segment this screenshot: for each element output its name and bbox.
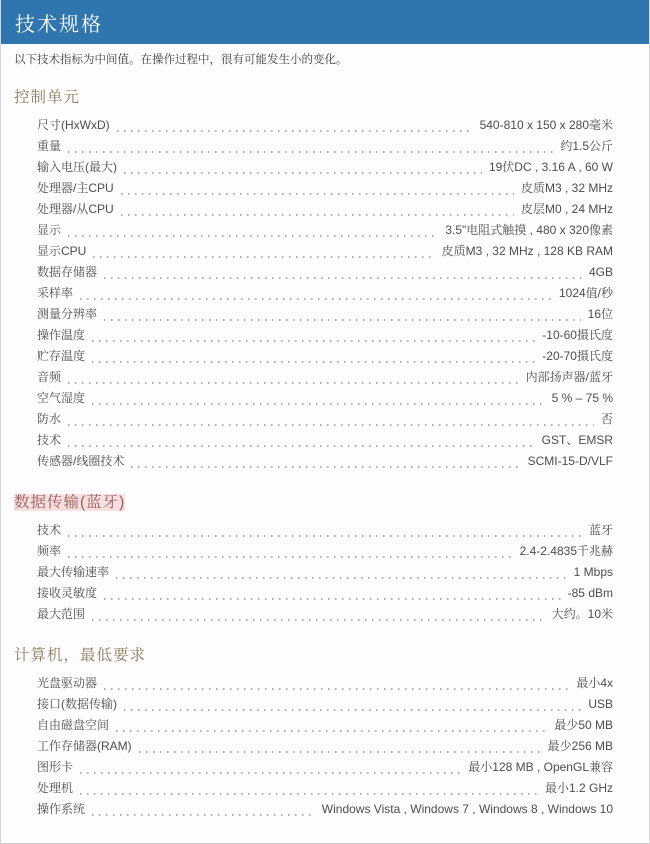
spec-label: 频率 <box>37 544 62 558</box>
spec-row <box>1 542 649 563</box>
spec-value: 皮质M3 , 32 MHz <box>520 181 613 195</box>
spec-label: 防水 <box>37 412 62 426</box>
spec-row <box>1 326 649 347</box>
spec-value: 内部扬声器/蓝牙 <box>525 370 613 384</box>
spec-value: 约1.5公斤 <box>560 139 613 153</box>
spec-value: SCMI-15-D/VLF <box>527 454 613 468</box>
spec-label: 输入电压(最大) <box>37 160 117 174</box>
intro-note: 以下技术指标为中间值。在操作过程中，很有可能发生小的变化。 <box>14 54 348 66</box>
dot-leader <box>131 466 520 468</box>
dot-leader <box>92 619 545 621</box>
spec-row <box>1 410 649 431</box>
spec-row <box>1 137 649 158</box>
spec-row <box>1 758 649 779</box>
spec-section <box>1 643 649 821</box>
spec-row <box>1 431 649 452</box>
dot-leader <box>104 319 581 321</box>
spec-row <box>1 389 649 410</box>
spec-value: 蓝牙 <box>588 523 613 537</box>
spec-row <box>1 521 649 542</box>
spec-value: 4GB <box>588 265 613 279</box>
dot-leader <box>68 556 513 558</box>
spec-row <box>1 716 649 737</box>
spec-value: 最少256 MB <box>547 739 613 753</box>
dot-leader <box>92 340 535 342</box>
spec-section <box>1 490 649 626</box>
dot-leader <box>121 214 514 216</box>
spec-label: 处理器/主CPU <box>37 181 114 195</box>
spec-value: 3.5"电阻式触摸 , 480 x 320像素 <box>445 223 613 237</box>
sections <box>1 85 649 821</box>
dot-leader <box>104 688 569 690</box>
spec-label: 处理机 <box>37 781 74 795</box>
spec-value: -85 dBm <box>567 586 613 600</box>
section-heading <box>14 85 636 107</box>
spec-label: 图形卡 <box>37 760 74 774</box>
dot-leader <box>92 814 315 816</box>
dot-leader <box>124 709 581 711</box>
section-heading <box>14 490 636 512</box>
spec-value: GST、EMSR <box>541 433 613 447</box>
spec-row <box>1 737 649 758</box>
dot-leader <box>68 424 594 426</box>
spec-label: 音频 <box>37 370 62 384</box>
spec-row <box>1 452 649 473</box>
spec-value: 19伏DC , 3.16 A , 60 W <box>488 160 613 174</box>
dot-leader <box>80 772 461 774</box>
spec-label: 技术 <box>37 523 62 537</box>
spec-row <box>1 158 649 179</box>
spec-label: 测量分辨率 <box>37 307 98 321</box>
spec-value: 最小128 MB , OpenGL兼容 <box>468 760 613 774</box>
spec-row <box>1 116 649 137</box>
spec-section <box>1 85 649 473</box>
spec-list <box>1 116 649 473</box>
spec-row <box>1 563 649 584</box>
dot-leader <box>124 172 482 174</box>
spec-row <box>1 221 649 242</box>
spec-row <box>1 674 649 695</box>
dot-leader <box>68 445 535 447</box>
spec-value: 否 <box>600 412 613 426</box>
spec-label: 处理器/从CPU <box>37 202 114 216</box>
spec-label: 自由磁盘空间 <box>37 718 110 732</box>
page-header <box>1 0 649 44</box>
spec-row <box>1 779 649 800</box>
spec-list <box>1 521 649 626</box>
section-heading <box>14 643 636 665</box>
spec-label: 显示CPU <box>37 244 87 258</box>
spec-row <box>1 347 649 368</box>
spec-label: 尺寸(HxWxD) <box>37 118 110 132</box>
spec-row <box>1 305 649 326</box>
dot-leader <box>116 577 567 579</box>
spec-label: 采样率 <box>37 286 74 300</box>
spec-row <box>1 263 649 284</box>
spec-list <box>1 674 649 821</box>
spec-value: 大约。10米 <box>551 607 613 621</box>
dot-leader <box>92 361 535 363</box>
spec-row <box>1 605 649 626</box>
spec-label: 显示 <box>37 223 62 237</box>
spec-row <box>1 200 649 221</box>
spec-label: 数据存储器 <box>37 265 98 279</box>
spec-row <box>1 695 649 716</box>
dot-leader <box>80 793 538 795</box>
spec-label: 工作存储器(RAM) <box>37 739 132 753</box>
spec-value: Windows Vista , Windows 7 , Windows 8 , Windows 10 <box>321 802 613 816</box>
spec-label: 操作系统 <box>37 802 86 816</box>
dot-leader <box>104 598 561 600</box>
spec-label: 重量 <box>37 139 62 153</box>
dot-leader <box>117 130 473 132</box>
spec-value: USB <box>588 697 613 711</box>
spec-value: 皮质M3 , 32 MHz , 128 KB RAM <box>441 244 613 258</box>
spec-value: 16位 <box>587 307 613 321</box>
spec-label: 最大传输速率 <box>37 565 110 579</box>
spec-value: 540-810 x 150 x 280毫米 <box>479 118 613 132</box>
section-heading-text: 控制单元 <box>14 89 81 106</box>
spec-row <box>1 179 649 200</box>
page-title: 技术规格 <box>15 13 103 36</box>
spec-row <box>1 284 649 305</box>
spec-value: 最小4x <box>576 676 613 690</box>
section-heading-text: 数据传输(蓝牙) <box>14 494 126 511</box>
section-heading-text: 计算机，最低要求 <box>14 647 147 664</box>
dot-leader <box>68 151 553 153</box>
spec-label: 空气湿度 <box>37 391 86 405</box>
spec-value: 2.4-2.4835千兆赫 <box>519 544 613 558</box>
spec-label: 传感器/线圈技术 <box>37 454 125 468</box>
dot-leader <box>139 751 541 753</box>
dot-leader <box>104 277 582 279</box>
dot-leader <box>92 403 545 405</box>
spec-label: 技术 <box>37 433 62 447</box>
spec-value: 5 % – 75 % <box>551 391 613 405</box>
spec-value: 最小1.2 GHz <box>544 781 613 795</box>
spec-label: 操作温度 <box>37 328 86 342</box>
spec-row <box>1 800 649 821</box>
spec-row <box>1 584 649 605</box>
spec-value: -10-60摄氏度 <box>542 328 613 342</box>
dot-leader <box>116 730 547 732</box>
dot-leader <box>80 298 552 300</box>
dot-leader <box>68 235 438 237</box>
spec-label: 接口(数据传输) <box>37 697 117 711</box>
spec-value: 1024值/秒 <box>558 286 613 300</box>
spec-label: 贮存温度 <box>37 349 86 363</box>
dot-leader <box>68 535 582 537</box>
spec-row <box>1 368 649 389</box>
spec-label: 接收灵敏度 <box>37 586 98 600</box>
dot-leader <box>68 382 519 384</box>
spec-value: 皮层M0 , 24 MHz <box>520 202 613 216</box>
spec-value: -20-70摄氏度 <box>542 349 613 363</box>
spec-label: 最大范围 <box>37 607 86 621</box>
dot-leader <box>121 193 514 195</box>
spec-value: 1 Mbps <box>573 565 613 579</box>
spec-row <box>1 242 649 263</box>
spec-label: 光盘驱动器 <box>37 676 98 690</box>
dot-leader <box>93 256 434 258</box>
spec-value: 最少50 MB <box>554 718 613 732</box>
